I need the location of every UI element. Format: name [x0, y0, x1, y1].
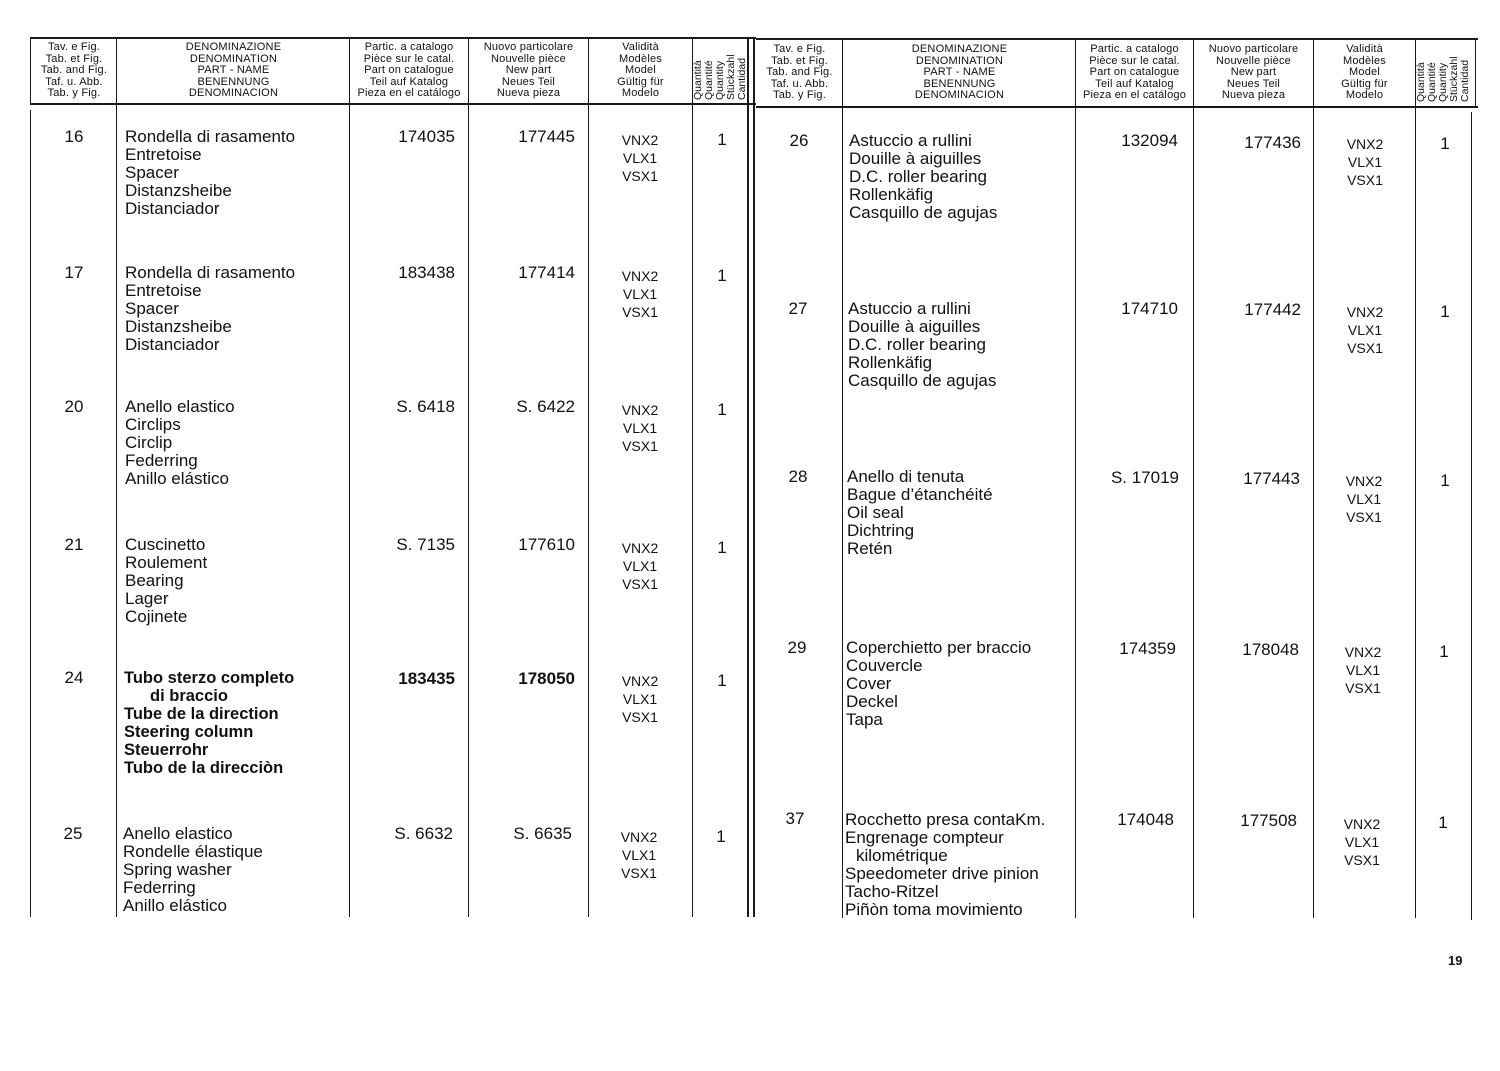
new-part-number: S. 6422: [516, 397, 575, 416]
model-code: VLX1: [621, 847, 657, 863]
model-code: VSX1: [622, 168, 658, 184]
header-validity-col: [1314, 44, 1415, 102]
header-text: Pièce sur le catal.: [1089, 54, 1180, 67]
part-name: Cover: [846, 674, 892, 693]
part-name: Casquillo de agujas: [848, 371, 997, 390]
part-name: Entretoise: [125, 281, 202, 300]
model-code: VNX2: [1346, 304, 1384, 320]
valid-models: [600, 401, 680, 455]
catalog-part-number: S. 6418: [396, 397, 455, 416]
valid-models: [1325, 303, 1405, 357]
part-name: Steering column: [124, 723, 254, 741]
header-text: Tab. y Fig.: [773, 89, 826, 101]
left-col-rule: [30, 37, 31, 104]
part-name: Engrenage compteur: [845, 828, 1004, 847]
part-name: Anillo elástico: [125, 469, 229, 488]
part-name: Tapa: [846, 710, 883, 729]
valid-models: [600, 672, 680, 726]
valid-models: [1324, 472, 1404, 526]
valid-models: [1325, 135, 1405, 189]
header-text: Tab. y Fig.: [47, 87, 101, 99]
part-name: Oil seal: [847, 503, 904, 522]
part-name-list: [125, 536, 207, 626]
header-text: Modelo: [1345, 89, 1384, 101]
header-text: Cantidad: [736, 57, 748, 100]
right-col-rule: [1313, 38, 1314, 918]
header-text: Modelo: [621, 87, 660, 99]
header-text: Nouvelle pièce: [491, 52, 566, 65]
model-code: VLX1: [622, 150, 658, 166]
header-text: DENOMINATION: [189, 52, 278, 65]
part-name: Tubo de la direcciòn: [124, 759, 284, 777]
quantity: 1: [1438, 813, 1448, 832]
part-name: Douille à aiguilles: [849, 149, 982, 168]
header-catalog-col: [1076, 44, 1193, 102]
header-text: Partic. a catalogo: [364, 41, 454, 53]
part-name-list: [849, 132, 997, 222]
header-text: Validità: [1346, 43, 1383, 55]
quantity: 1: [717, 266, 727, 285]
header-name-col: [118, 42, 349, 100]
quantity: 1: [717, 671, 727, 690]
right-col-rule: [1193, 38, 1194, 918]
header-text: Nueva pieza: [1221, 89, 1286, 101]
header-text: Tab. et Fig.: [45, 52, 103, 65]
part-name: Spacer: [125, 163, 179, 182]
header-text: New part: [505, 64, 552, 76]
part-name: Rollenkäfig: [848, 353, 933, 372]
right-table-top-rule: [756, 38, 1478, 40]
part-name-list: [125, 128, 295, 218]
model-code: VLX1: [1347, 322, 1383, 338]
part-name: Astuccio a rullini: [848, 299, 971, 318]
part-name: Deckel: [846, 692, 898, 711]
header-ref-col: [757, 44, 842, 102]
part-name: Tubo sterzo completo: [124, 669, 295, 687]
quantity: 1: [1440, 471, 1450, 490]
part-name: Cuscinetto: [125, 535, 206, 554]
model-code: VSX1: [622, 709, 658, 725]
header-text: Nueva pieza: [496, 87, 561, 99]
valid-models: [599, 828, 679, 882]
header-text: PART - NAME: [197, 64, 270, 76]
part-name: Anello di tenuta: [847, 467, 965, 486]
part-name: Rocchetto presa contaKm.: [845, 810, 1046, 829]
header-text: Teil auf Katalog: [369, 75, 449, 88]
header-text: Taf. u. Abb.: [770, 77, 829, 90]
header-text: Model: [1349, 66, 1380, 78]
part-name: kilométrique: [856, 846, 948, 865]
header-text: Gültig für: [617, 75, 664, 88]
quantity: 1: [1440, 302, 1450, 321]
part-ref-number: 37: [785, 809, 805, 828]
part-name: Federring: [123, 878, 196, 897]
center-double-rule: [753, 37, 755, 917]
header-text: Tav. e Fig.: [773, 43, 826, 55]
part-name: Spring washer: [123, 860, 232, 879]
new-part-number: 177436: [1244, 133, 1301, 152]
model-code: VNX2: [621, 402, 659, 418]
new-part-number: S. 6635: [513, 824, 572, 843]
catalog-part-number: 183438: [398, 263, 455, 282]
part-name-list: [123, 825, 263, 915]
model-code: VNX2: [1345, 473, 1383, 489]
part-name: Roulement: [125, 553, 208, 572]
left-col-rule: [116, 37, 117, 917]
header-text: BENENNUNG: [197, 75, 270, 88]
header-name-col: [844, 44, 1075, 102]
part-name: Speedometer drive pinion: [845, 864, 1039, 883]
header-text: Quantité: [1426, 62, 1438, 102]
part-name-list: [125, 264, 295, 354]
part-name: Anello elastico: [125, 397, 235, 416]
new-part-number: 177442: [1244, 300, 1301, 319]
model-code: VLX1: [1344, 834, 1380, 850]
part-name: Cojinete: [125, 607, 188, 626]
quantity: 1: [1440, 134, 1450, 153]
header-text: DENOMINAZIONE: [185, 41, 282, 53]
left-col-rule: [588, 37, 589, 917]
header-text: Tab. and Fig.: [766, 66, 833, 78]
model-code: VSX1: [1344, 852, 1380, 868]
part-name-list: [845, 811, 1045, 919]
model-code: VLX1: [1347, 154, 1383, 170]
part-name: Rollenkäfig: [849, 185, 934, 204]
part-ref-number: 17: [64, 263, 84, 282]
header-text: Pieza en el catálogo: [1082, 89, 1187, 101]
catalog-part-number: 174035: [398, 127, 455, 146]
part-name: Couvercle: [846, 656, 923, 675]
header-text: Gültig für: [1341, 77, 1388, 90]
header-text: Quantità: [692, 60, 704, 100]
new-part-number: 177508: [1240, 811, 1297, 830]
part-name: Dichtring: [847, 521, 915, 540]
quantity: 1: [716, 827, 726, 846]
header-text: Quantity: [714, 60, 726, 100]
quantity: 1: [717, 130, 727, 149]
valid-models: [1322, 815, 1402, 869]
part-name: Distanciador: [125, 335, 220, 354]
part-name: Circlips: [125, 415, 181, 434]
part-ref-number: 24: [64, 668, 84, 687]
part-ref-number: 16: [64, 127, 84, 146]
model-code: VNX2: [621, 132, 659, 148]
valid-models: [600, 267, 680, 321]
header-text: DENOMINAZIONE: [911, 43, 1008, 55]
part-ref-number: 29: [787, 638, 807, 657]
part-name: Rondella di rasamento: [125, 263, 296, 282]
part-name: Distanzsheibe: [125, 317, 232, 336]
part-name: Anello elastico: [123, 824, 233, 843]
catalog-part-number: 174710: [1121, 299, 1178, 318]
header-new-part-col: [1194, 44, 1313, 102]
header-text: New part: [1230, 66, 1277, 78]
part-name-list: [846, 639, 1031, 729]
model-code: VSX1: [1345, 680, 1381, 696]
part-name-list: [847, 468, 993, 558]
part-name: Federring: [125, 451, 198, 470]
model-code: VNX2: [621, 540, 659, 556]
header-text: Nuovo particolare: [1208, 43, 1299, 55]
part-name: Piñòn toma movimiento: [845, 900, 1023, 919]
part-name: Tacho-Ritzel: [845, 882, 939, 901]
model-code: VSX1: [622, 438, 658, 454]
valid-models: [1323, 643, 1403, 697]
model-code: VSX1: [1346, 509, 1382, 525]
header-text: Modèles: [1343, 54, 1386, 67]
model-code: VSX1: [622, 304, 658, 320]
part-name: di braccio: [150, 687, 228, 705]
right-col-rule: [1471, 112, 1472, 920]
model-code: VNX2: [1343, 816, 1381, 832]
left-col-rule: [468, 37, 469, 917]
header-text: Stückzahl: [725, 54, 737, 100]
part-name: Douille à aiguilles: [848, 317, 981, 336]
header-text: Tab. and Fig.: [40, 64, 108, 76]
part-name: Rondella di rasamento: [125, 127, 296, 146]
new-part-number: 177443: [1243, 469, 1300, 488]
model-code: VNX2: [620, 829, 658, 845]
header-text: Part on catalogue: [1089, 66, 1180, 78]
header-text: Pieza en el catálogo: [357, 87, 461, 99]
header-text: Cantidad: [1459, 59, 1471, 102]
header-validity-col: [589, 42, 692, 100]
model-code: VLX1: [622, 691, 658, 707]
part-name-list: [124, 669, 294, 777]
catalog-part-number: 183435: [398, 669, 455, 688]
part-name: Distanzsheibe: [125, 181, 232, 200]
header-text: DENOMINACION: [188, 87, 279, 99]
model-code: VLX1: [622, 420, 658, 436]
header-text: Quantity: [1437, 62, 1449, 102]
part-name: D.C. roller bearing: [848, 335, 986, 354]
left-col-rule: [349, 37, 350, 917]
part-name: Steuerrohr: [124, 741, 209, 759]
left-col-rule: [30, 110, 31, 917]
model-code: VLX1: [1345, 662, 1381, 678]
part-ref-number: 28: [788, 467, 808, 486]
header-text: Modèles: [619, 52, 662, 65]
header-text: Pièce sur le catal.: [363, 52, 455, 65]
header-text: Neues Teil: [1226, 77, 1281, 90]
new-part-number: 177445: [518, 127, 575, 146]
right-header-bottom-rule: [756, 106, 1478, 108]
header-text: Partic. a catalogo: [1090, 43, 1179, 55]
model-code: VNX2: [621, 268, 659, 284]
header-text: Stückzahl: [1448, 56, 1460, 102]
model-code: VSX1: [1347, 340, 1383, 356]
header-text: Teil auf Katalog: [1095, 77, 1174, 90]
model-code: VLX1: [622, 558, 658, 574]
header-text: Tav. e Fig.: [47, 41, 101, 53]
part-ref-number: 25: [63, 824, 83, 843]
part-name: Bearing: [125, 571, 184, 590]
part-name: D.C. roller bearing: [849, 167, 987, 186]
right-col-rule: [842, 38, 843, 918]
center-double-rule: [747, 37, 749, 917]
left-col-rule: [692, 37, 693, 917]
header-quantity-col: [1416, 42, 1472, 104]
model-code: VSX1: [622, 576, 658, 592]
header-text: Neues Teil: [501, 75, 556, 88]
part-name: Distanciador: [125, 199, 220, 218]
part-name: Rondelle élastique: [123, 842, 263, 861]
part-ref-number: 26: [789, 131, 809, 150]
part-ref-number: 21: [64, 535, 84, 554]
quantity: 1: [1439, 642, 1449, 661]
header-text: Quantità: [1415, 62, 1427, 102]
model-code: VNX2: [1346, 136, 1384, 152]
catalog-part-number: S. 7135: [396, 535, 455, 554]
part-ref-number: 27: [788, 299, 808, 318]
part-ref-number: 20: [64, 397, 84, 416]
header-ref-col: [32, 42, 116, 100]
part-name: Astuccio a rullini: [849, 131, 972, 150]
part-name-list: [848, 300, 996, 390]
new-part-number: 177610: [518, 535, 575, 554]
header-text: DENOMINACION: [914, 89, 1005, 101]
catalog-part-number: 174359: [1119, 639, 1176, 658]
catalog-part-number: 132094: [1121, 131, 1178, 150]
part-name: Lager: [125, 589, 169, 608]
new-part-number: 178050: [518, 669, 575, 688]
part-name: Anillo elástico: [123, 896, 227, 915]
header-text: Taf. u. Abb.: [45, 75, 103, 88]
model-code: VSX1: [621, 865, 657, 881]
header-text: Quantité: [703, 60, 715, 100]
catalog-part-number: S. 17019: [1110, 468, 1179, 487]
part-name: Bague d’étanchéité: [847, 485, 993, 504]
part-name: Spacer: [125, 299, 179, 318]
part-name: Coperchietto per braccio: [846, 638, 1032, 657]
left-header-bottom-rule: [30, 103, 756, 105]
header-new-part-col: [469, 42, 588, 100]
part-name: Casquillo de agujas: [849, 203, 998, 222]
header-text: Part on catalogue: [364, 64, 454, 76]
model-code: VNX2: [621, 673, 659, 689]
quantity: 1: [717, 538, 727, 557]
model-code: VSX1: [1347, 172, 1383, 188]
header-text: PART - NAME: [923, 66, 996, 78]
page-number: 19: [1448, 953, 1463, 968]
header-text: Nouvelle pièce: [1216, 54, 1291, 67]
header-text: DENOMINATION: [915, 54, 1004, 67]
header-text: Tab. et Fig.: [771, 54, 828, 67]
part-name: Retén: [847, 539, 893, 558]
new-part-number: 177414: [518, 263, 575, 282]
model-code: VLX1: [1346, 491, 1382, 507]
part-name-list: [125, 398, 235, 488]
new-part-number: 178048: [1242, 640, 1299, 659]
header-quantity-col: [693, 40, 749, 102]
left-table-top-rule: [30, 37, 756, 39]
header-text: BENENNUNG: [923, 77, 996, 90]
header-text: Validità: [622, 41, 659, 53]
right-col-rule: [1475, 38, 1476, 107]
part-name: Circlip: [125, 433, 173, 452]
catalog-part-number: 174048: [1117, 810, 1174, 829]
header-catalog-col: [350, 42, 468, 100]
model-code: VNX2: [1344, 644, 1382, 660]
quantity: 1: [717, 400, 727, 419]
model-code: VLX1: [622, 286, 658, 302]
part-name: Entretoise: [125, 145, 202, 164]
part-name: Tube de la direction: [124, 705, 279, 723]
header-text: Model: [625, 64, 656, 76]
valid-models: [600, 539, 680, 593]
valid-models: [600, 131, 680, 185]
catalog-part-number: S. 6632: [394, 824, 453, 843]
header-text: Nuovo particolare: [483, 41, 574, 53]
right-col-rule: [1415, 38, 1416, 918]
